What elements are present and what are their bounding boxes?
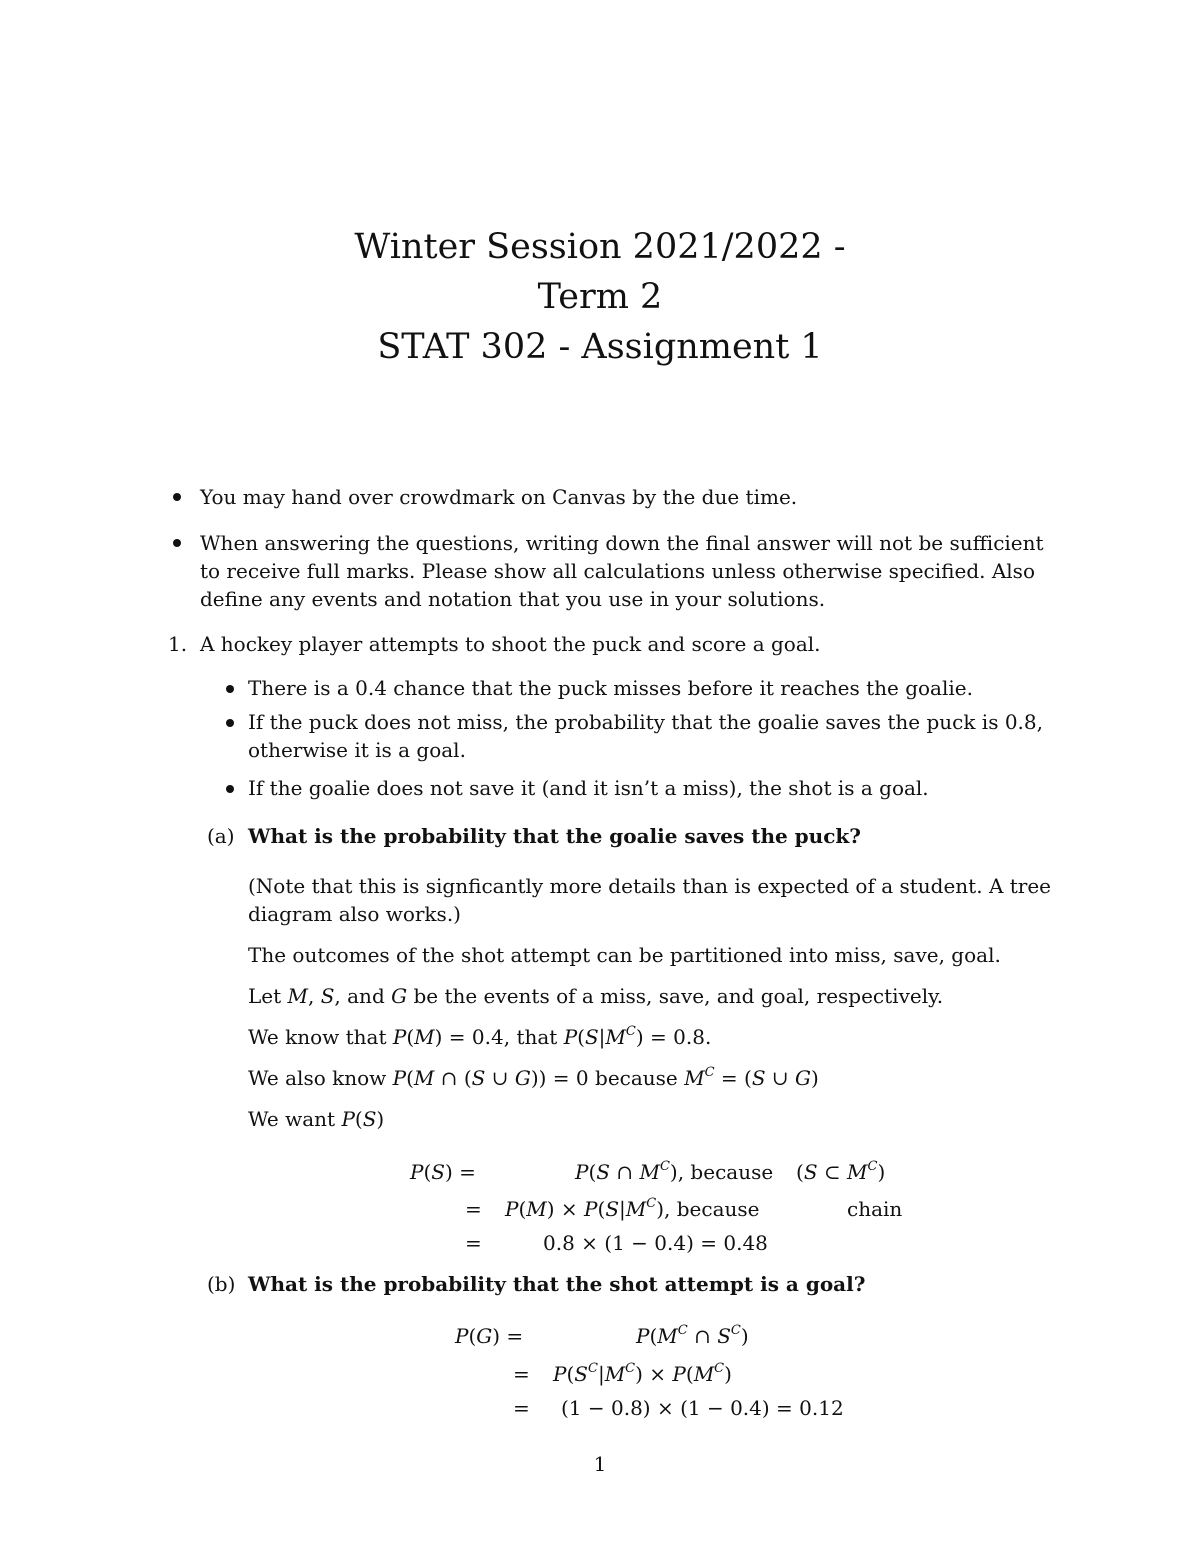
question-text: A hockey player attempts to shoot the puck and score a goal. <box>200 632 821 656</box>
page-number: 1 <box>593 1452 607 1476</box>
eq-b-row-2: $P(S^C|M^C) \times P(M^C)$ <box>553 1361 732 1386</box>
eq-a-row-2: $P(M) \times P(S|M^C)$, because <box>505 1196 760 1221</box>
part-a-label: (a) <box>207 824 235 848</box>
instruction-1: You may hand over crowdmark on Canvas by the due time. <box>200 485 798 509</box>
eq-b-lhs: P(G) = <box>455 1324 524 1348</box>
eq-b-row-3: (1 − 0.8) × (1 − 0.4) = 0.12 <box>561 1396 844 1420</box>
title-line-3: STAT 302 - Assignment 1 <box>377 327 823 367</box>
bullet-icon <box>226 719 234 727</box>
part-a-line-5: We want P(S) <box>248 1107 385 1131</box>
part-a-line-4: We also know P(M ∩ (S ∪ G)) = 0 because $M^C = (S$ ∪ G) <box>248 1065 819 1090</box>
title-line-2: Term 2 <box>537 277 663 317</box>
part-b-label: (b) <box>207 1272 236 1296</box>
document-page: Winter Session 2021/2022 - Term 2 STAT 302 - Assignment 1 You may hand over crowdmark on Canvas by the due time. When answering the questions, writing down the final answer will not be sufficient to receive full marks. Please show all calculations unless otherwise specified. Also define any events and notation that you use in your solutions. 1. A hockey player attempts to shoot the puck and score a goal. There is a 0.4 chance that the puck misses before it reaches the goalie. If the puck does not miss, the probability that the goalie saves the puck is 0.8, otherwise it is a goal. If the goalie does not save it (and it isn’t a miss), the shot is a goal. (a) What is the probability that the goalie saves the puck? (Note that this is signficantly more details than is expected of a student. A tree diagram also works.) The outcomes of the shot attempt can be partitioned into miss, save, goal. Let M, S, and G be the events of a miss, save, and goal, respectively. We know that P(M) = 0.4, that $P(S|M^C) = 0.8$. We also know P(M ∩ (S ∪ G)) = 0 because $M^C = (S$ ∪ G) We want P(S) P(S) = P(S ∩ $M^C$), because (S ⊂ $M^C$) = $P(M) \times P(S|M^C)$, because chain = 0.8 × (1 − 0.4) = 0.48 (b) What is the probability that the shot attempt is a goal? P(G) = $P(M^C$ ∩ $S^C$) = $P(S^C|M^C) \times P(M^C)$ = (1 − 0.8) × (1 − 0.4) = 0.12 1 <box>0 0 1200 1553</box>
instruction-2: When answering the questions, writing down the final answer will not be sufficient to receive full marks. Please show all calculations unless otherwise specified. Also define any events and notation that you use in your solutions. <box>200 531 1044 611</box>
part-a-question: What is the probability that the goalie saves the puck? <box>248 824 861 848</box>
title-line-1: Winter Session 2021/2022 - <box>354 227 846 267</box>
part-b-question: What is the probability that the shot attempt is a goal? <box>248 1272 866 1296</box>
part-a-note: (Note that this is signficantly more details than is expected of a student. A tree diagram also works.) <box>248 874 1052 926</box>
part-a-line-1: The outcomes of the shot attempt can be partitioned into miss, save, goal. <box>248 943 1001 967</box>
bullet-icon <box>226 785 234 793</box>
question-number: 1. <box>168 632 188 656</box>
eq-a-reason-1: (S ⊂ $M^C$) <box>796 1159 886 1184</box>
eq-a-row-3: 0.8 × (1 − 0.4) = 0.48 <box>543 1231 768 1255</box>
bullet-icon <box>173 539 181 547</box>
part-a-line-3: We know that P(M) = 0.4, that $P(S|M^C) = 0.8$. <box>248 1024 712 1049</box>
eq-a-reason-2: chain <box>847 1197 903 1221</box>
question-bullet-1: There is a 0.4 chance that the puck misses before it reaches the goalie. <box>248 676 973 700</box>
eq-a-row-1: P(S ∩ $M^C$), because <box>575 1159 774 1184</box>
bullet-icon <box>226 685 234 693</box>
part-a-line-2: Let M, S, and G be the events of a miss, save, and goal, respectively. <box>248 984 944 1008</box>
eq-a-lhs: P(S) = <box>410 1160 476 1184</box>
eq-b-row-1: $P(M^C$ ∩ $S^C$) <box>636 1323 749 1348</box>
question-bullet-3: If the goalie does not save it (and it isn’t a miss), the shot is a goal. <box>248 776 929 800</box>
question-bullet-2: If the puck does not miss, the probability that the goalie saves the puck is 0.8, otherwise it is a goal. <box>248 710 1043 762</box>
bullet-icon <box>173 493 181 501</box>
